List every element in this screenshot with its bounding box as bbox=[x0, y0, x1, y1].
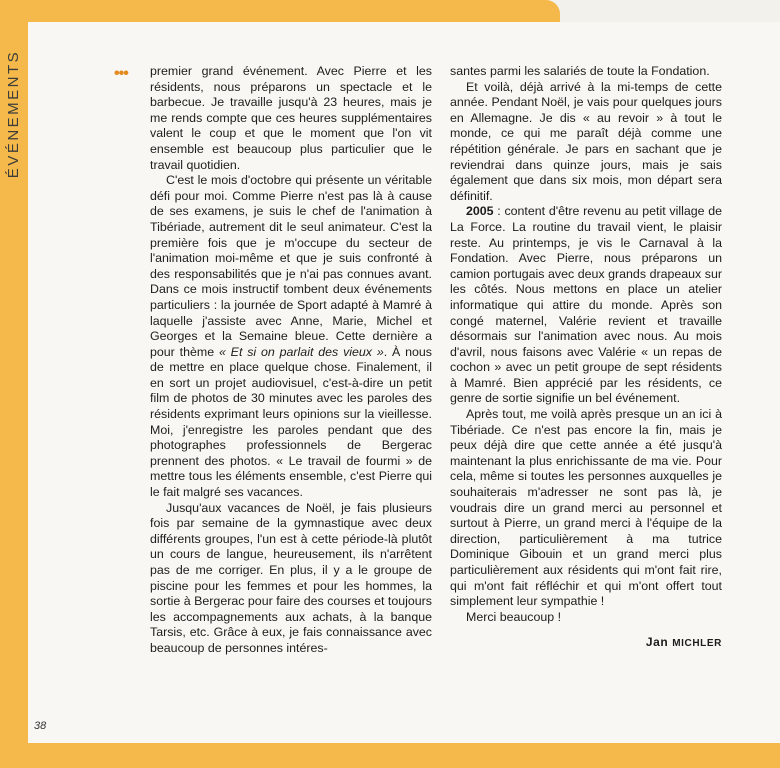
page-number: 38 bbox=[34, 720, 47, 732]
top-color-band bbox=[0, 0, 560, 22]
paragraph: Jusqu'aux vacances de Noël, je fais plusieurs fois par semaine de la gymnastique avec deux différents groupes, l'un est à cette période-là plutôt un cours de langue, heureusement, ils n'arrêtent pas de me corriger. En plus, il y a le groupe de piscine pour les femmes et pour les hommes, la sortie à Bergerac pour faire des courses et toujours les accompagnements aux achats, à la banque Tarsis, etc. Grâce à eux, je fais connaissance avec beaucoup de personnes intéres- bbox=[150, 500, 432, 655]
column-left bbox=[150, 64, 432, 657]
bottom-color-band bbox=[0, 743, 780, 768]
paragraph: C'est le mois d'octobre qui présente un véritable défi pour moi. Comme Pierre n'est pas là à cause de ses examens, je suis le chef de l'animation à Tibériade, autrement dit le seul animateur. C'est la première fois que je m'occupe du secteur de l'animation moi-même et que je suis confronté à des responsabilités que je n'ai pas connues avant. Dans ce mois instructif tombent deux événements particuliers : la journée de Sport adapté à Mamré à laquelle j'assiste avec Anne, Marie, Michel et Georges et la Semaine bleue. Cette dernière a pour thème « Et si on parlait des vieux ». À nous de mettre en place quelque chose. Finalement, il en sort un projet audiovisuel, c'est-à-dire un petit film de photos de 30 minutes avec les paroles des résidents exprimant leurs opinions sur la vieillesse. Moi, j'enregistre les paroles pendant que des photographes professionnels de Bergerac prennent des photos. « Le travail de fourmi » de mettre tous les éléments ensemble, c'est Pierre qui le fait malgré ses vacances. bbox=[150, 173, 433, 500]
author-first-name: Jan bbox=[645, 635, 669, 650]
paragraph: premier grand événement. Avec Pierre et les résidents, nous préparons un spectacle et le barbecue. Je travaille jusqu'à 23 heures, mais je me rends compte que ces heures supplémentaires valent le coup et que le moment que l'on vit ensemble est beaucoup plus particulier que le travail quotidien. bbox=[150, 64, 432, 172]
paragraph: 2005 : content d'être revenu au petit village de La Force. La routine du travail vient, le plaisir reste. Au printemps, je vis le Carnaval à la Fondation. Avec Pierre, nous préparons un camion portugais avec deux grands drapeaux sur les côtés. Nous mettons en place un atelier informatique qui attire du monde. Après son congé maternel, Valérie revient et travaille désormais sur l'animation avec nous. Au mois d'avril, nous faisons avec Valérie « un repas de cochon » avec un petit groupe de sept résidents à Mamré. Bien apprécié par les résidents, ce genre de sortie signifie un bel événement. bbox=[450, 204, 722, 406]
author-last-name: MICHLER bbox=[672, 638, 722, 650]
column-right bbox=[450, 64, 722, 652]
paragraph: Et voilà, déjà arrivé à la mi-temps de cette année. Pendant Noël, je vais pour quelques jours en Allemagne. Je dis « au revoir » à tout le monde, ce qui me paraît déjà comme une répétition générale. Je pars en sachant que je reviendrai dans quinze jours, mais je sais également que dans six mois, mon départ sera définitif. bbox=[450, 79, 722, 203]
ornament-dots-icon: ••• bbox=[114, 65, 128, 82]
section-label-text: ÉVÉNEMENTS bbox=[5, 49, 22, 179]
section-label bbox=[0, 34, 28, 194]
paragraph: santes parmi les salariés de toute la Fondation. bbox=[450, 64, 710, 78]
paragraph: Merci beaucoup ! bbox=[466, 609, 562, 624]
author-signature bbox=[450, 635, 722, 652]
paragraph: Après tout, me voilà après presque un an ici à Tibériade. Ce n'est pas encore la fin, mais je peux déjà dire que cette année a été jusqu'à maintenant la plus enrichissante de ma vie. Pour cela, même si toutes les personnes auxquelles je souhaiterais m'adresser ne sont pas là, je voudrais dire un grand merci au personnel et surtout à Pierre, un grand merci à l'équipe de la direction, particulièrement à ma tutrice Dominique Gibouin et un grand merci plus particulièrement aux résidents qui m'ont fait rire, qui m'ont fait réfléchir et qui m'ont offert tout simplement leur sympathie ! bbox=[450, 407, 722, 609]
